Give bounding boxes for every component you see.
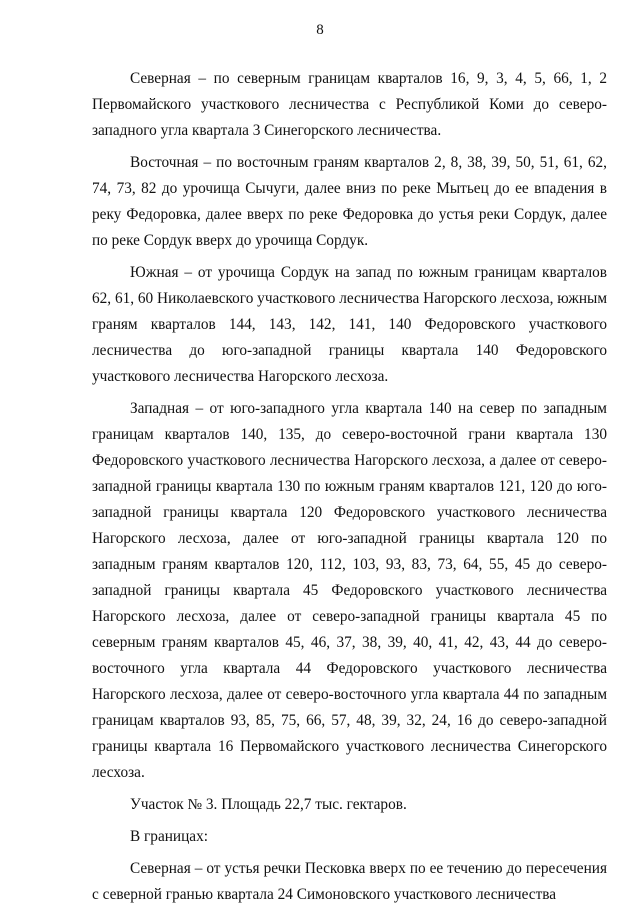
paragraph-south-boundary: Южная – от урочища Сордук на запад по южным границам кварталов 62, 61, 60 Николаевского участкового лесничества Нагорского лесхоза, южным граням кварталов 144, 143, 142, 141, 140 Федоровского участкового лесничества до юго-западной границы квартала 140 Федоровского участкового лесничества Нагорского лесхоза. bbox=[92, 264, 607, 385]
page-number: 8 bbox=[316, 22, 324, 38]
paragraph-west-boundary: Западная – от юго-западного угла квартала 140 на север по западным границам кварталов 140, 135, до северо-восточной грани квартала 130 Федоровского участкового лесничества Нагорского лесхоза, а далее от северо-западной границы квартала 130 по южным граням кварталов 121, 120 до юго-западной границы квартала 120 Федоровского участкового лесничества Нагорского лесхоза, далее от юго-западной границы квартала 120 по западным граням кварталов 120, 112, 103, 93, 83, 73, 64, 55, 45 до северо-западной границы квартала 45 Федоровского участкового лесничества Нагорского лесхоза, далее от северо-западной границы квартала 45 по северным граням кварталов 45, 46, 37, 38, 39, 40, 41, 42, 43, 44 до северо-восточного угла квартала 44 Федоровского участкового лесничества Нагорского лесхоза, далее от северо-восточного угла квартала 44 по западным границам кварталов 93, 85, 75, 66, 57, 48, 39, 32, 24, 16 до северо-западной границы квартала 16 Первомайского участкового лесничества Синегорского лесхоза. bbox=[92, 400, 607, 781]
paragraph-east-boundary: Восточная – по восточным граням кварталов 2, 8, 38, 39, 50, 51, 61, 62, 74, 73, 82 до урочища Сычуги, далее вниз по реке Мытьец до ее впадения в реку Федоровка, далее вверх по реке Федоровка до устья реки Сордук, далее по реке Сордук вверх до урочища Сордук. bbox=[92, 154, 607, 249]
paragraph-plot-3-area: Участок № 3. Площадь 22,7 тыс. гектаров. bbox=[130, 796, 407, 813]
document-body bbox=[92, 66, 607, 908]
paragraph-plot-3-north-boundary: Северная – от устья речки Песковка вверх по ее течению до пересечения с северной гранью квартала 24 Симоновского участкового лесничества bbox=[92, 860, 607, 903]
paragraph-north-boundary: Северная – по северным границам кварталов 16, 9, 3, 4, 5, 66, 1, 2 Первомайского участкового лесничества с Республикой Коми до северо-западного угла квартала 3 Синегорского лесничества. bbox=[92, 70, 607, 139]
paragraph-boundaries-heading: В границах: bbox=[130, 828, 208, 845]
